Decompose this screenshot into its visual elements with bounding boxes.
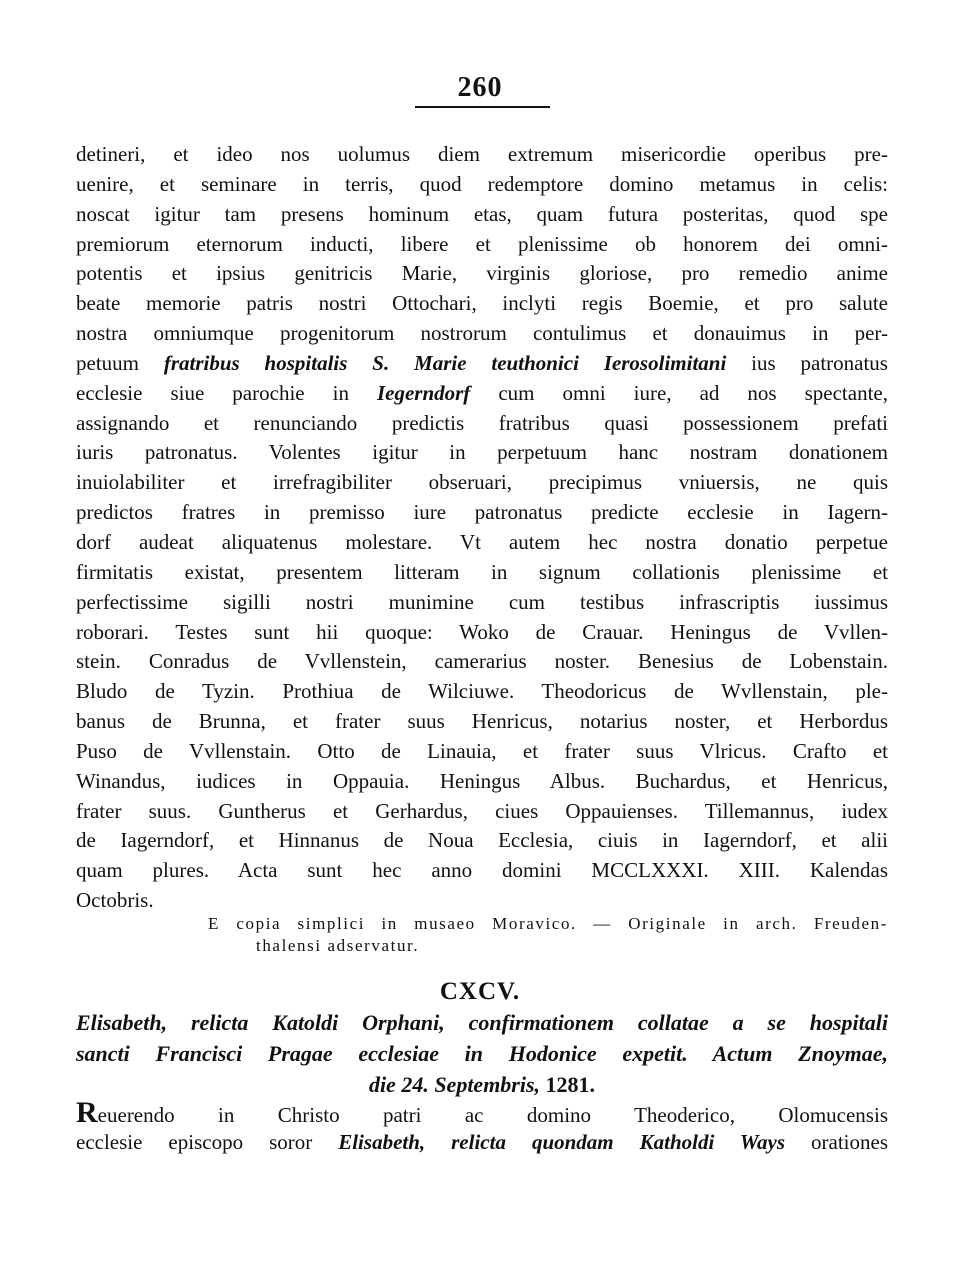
- text-line: firmitatis existat, presentem litteram in signum collationis plenissime et: [76, 559, 888, 584]
- text-line: beate memorie patris nostri Ottochari, inclyti regis Boemie, et pro salute: [76, 291, 888, 316]
- recipient-italic: fratribus hospitalis S. Marie teuthonici Ierosolimitani: [163, 350, 727, 375]
- text-line: predictos fratres in premisso iure patronatus predicte ecclesie in Iagern-: [76, 500, 888, 525]
- text-segment: cum omni iure, ad nos spectante,: [470, 380, 888, 405]
- document-number: CXCV.: [439, 978, 521, 1005]
- text-line: premiorum eternorum inducti, libere et plenissime ob honorem dei omni-: [76, 231, 888, 256]
- text-line: detineri, et ideo nos uolumus diem extremum misericordie operibus pre-: [76, 142, 888, 166]
- text-line: de Iagerndorf, et Hinnanus de Noua Ecclesia, ciuis in Iagerndorf, et alii: [76, 828, 888, 853]
- text-line: stein. Conradus de Vvllenstein, camerarius noster. Benesius de Lobenstain.: [76, 649, 888, 674]
- page-number-rule: [415, 106, 550, 108]
- text-line: roborari. Testes sunt hii quoque: Woko de Crauar. Heningus de Vvllen-: [76, 619, 888, 644]
- text-line: uenire, et seminare in terris, quod redemptore domino metamus in celis:: [76, 171, 888, 196]
- regest-date-line: [76, 1069, 888, 1100]
- regest-line: Elisabeth, relicta Katoldi Orphani, confirmationem collatae a se hospitali: [76, 1010, 888, 1035]
- text-line: Octobris.: [76, 888, 154, 913]
- regest-year: 1281.: [545, 1072, 596, 1097]
- initial-letter: R: [76, 1096, 98, 1129]
- text-line: Bludo de Tyzin. Prothiua de Wilciuwe. Theodoricus de Wvllenstain, ple-: [76, 679, 888, 704]
- text-line: nostra omniumque progenitorum nostrorum contulimus et donauimus in per-: [76, 321, 888, 346]
- text-line: assignando et renunciando predictis fratribus quasi possessionem prefati: [76, 410, 888, 435]
- source-note-line: thalensi adservatur.: [256, 936, 420, 955]
- text-line: Puso de Vvllenstain. Otto de Linauia, et frater suus Vlricus. Crafto et: [76, 738, 888, 763]
- text-line: potentis et ipsius genitricis Marie, virginis gloriose, pro remedio anime: [76, 261, 888, 286]
- text-line: iuris patronatus. Volentes igitur in perpetuum hanc nostram donationem: [76, 440, 888, 465]
- text-line: quam plures. Acta sunt hec anno domini MCCLXXXI. XIII. Kalendas: [76, 858, 888, 883]
- document-regest: [76, 1007, 888, 1100]
- document-opening: [76, 1098, 888, 1158]
- text-segment: euerendo in Christo patri ac domino Theoderico, Olomucensis: [97, 1103, 888, 1127]
- text-line: dorf audeat aliquatenus molestare. Vt autem hec nostra donatio perpetue: [76, 529, 888, 554]
- opening-line: [76, 1128, 888, 1158]
- text-line: frater suus. Guntherus et Gerhardus, ciues Oppauienses. Tillemannus, iudex: [76, 798, 888, 823]
- page-number: 260: [457, 72, 503, 103]
- text-line: [76, 349, 888, 379]
- text-line: [76, 379, 888, 409]
- text-line: perfectissime sigilli nostri munimine cum testibus infrascriptis iussimus: [76, 589, 888, 614]
- regest-date: die 24. Septembris,: [368, 1072, 546, 1097]
- sender-italic: Elisabeth, relicta quondam Katholdi Ways: [338, 1129, 786, 1154]
- text-line: noscat igitur tam presens hominum etas, quam futura posteritas, quod spe: [76, 201, 888, 226]
- text-line: inuiolabiliter et irrefragibiliter obseruari, precipimus vniuersis, ne quis: [76, 470, 888, 495]
- text-line: Winandus, iudices in Oppauia. Heningus Albus. Buchardus, et Henricus,: [76, 768, 888, 793]
- regest-line: sancti Francisci Pragae ecclesiae in Hodonice expetit. Actum Znoymae,: [76, 1041, 888, 1066]
- text-segment: ecclesie episcopo soror: [76, 1129, 339, 1154]
- text-segment: ius patronatus: [726, 350, 888, 375]
- text-line: banus de Brunna, et frater suus Henricus, notarius noster, et Herbordus: [76, 709, 888, 734]
- text-segment: petuum: [76, 350, 164, 375]
- text-segment: ecclesie siue parochie in: [76, 380, 377, 405]
- text-segment: orationes: [785, 1129, 888, 1154]
- source-note-line: E copia simplici in musaeo Moravico. — Originale in arch. Freuden-: [208, 914, 888, 933]
- place-italic: Iegerndorf: [376, 380, 471, 405]
- source-note: [208, 913, 888, 957]
- charter-text: [76, 140, 888, 916]
- opening-line: [76, 1098, 888, 1128]
